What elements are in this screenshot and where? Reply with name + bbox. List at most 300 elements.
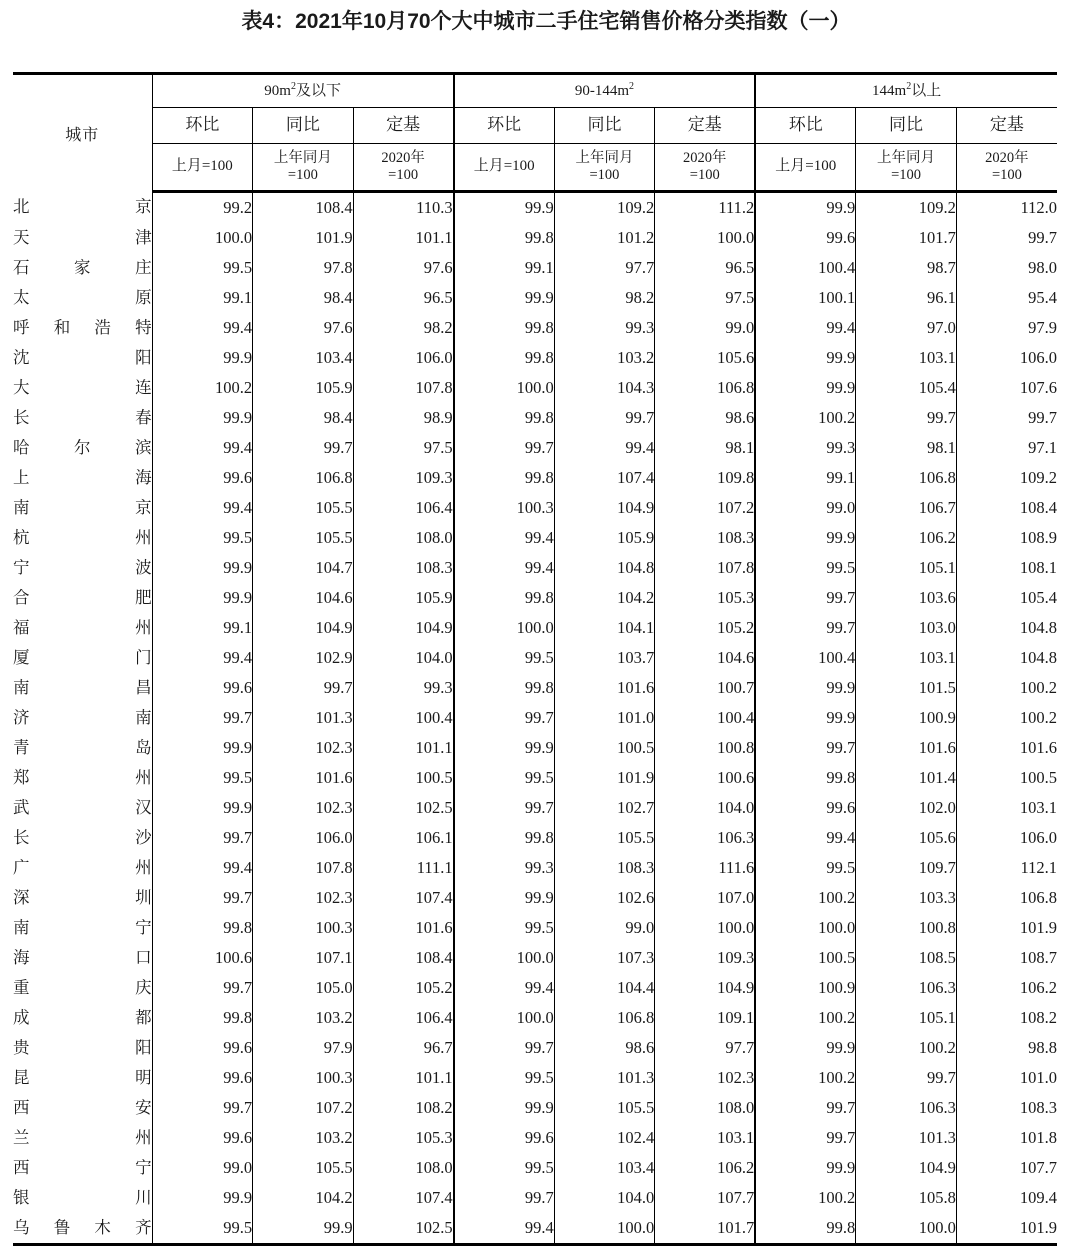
column-header-g2-m0: 环比	[755, 108, 856, 144]
city-name-cell	[13, 1123, 152, 1153]
city-name: 宁波	[13, 559, 152, 577]
table-row	[13, 253, 1057, 283]
index-value-cell: 99.8	[755, 763, 856, 793]
city-name-cell	[13, 553, 152, 583]
index-value-cell: 98.9	[353, 403, 454, 433]
index-value-cell: 109.3	[655, 943, 756, 973]
index-value-cell: 99.8	[152, 913, 253, 943]
base-g1-m2-line2: =100	[689, 167, 720, 183]
index-table-container	[13, 72, 1057, 1246]
group-2-suffix: 以上	[911, 82, 942, 99]
index-value-cell: 99.9	[755, 703, 856, 733]
index-value-cell: 99.7	[956, 223, 1057, 253]
index-value-cell: 108.0	[353, 523, 454, 553]
index-value-cell: 99.0	[755, 493, 856, 523]
city-name: 西宁	[13, 1159, 152, 1177]
table-row	[13, 403, 1057, 433]
header-row-bases	[13, 144, 1057, 192]
index-value-cell: 99.7	[755, 1123, 856, 1153]
city-name: 长沙	[13, 829, 152, 847]
index-value-cell: 106.2	[956, 973, 1057, 1003]
index-value-cell: 100.0	[755, 913, 856, 943]
index-value-cell: 97.5	[655, 283, 756, 313]
index-value-cell: 103.1	[655, 1123, 756, 1153]
index-value-cell: 100.8	[856, 913, 957, 943]
index-value-cell: 96.7	[353, 1033, 454, 1063]
index-value-cell: 103.1	[856, 643, 957, 673]
index-value-cell: 99.9	[152, 733, 253, 763]
index-value-cell: 100.1	[755, 283, 856, 313]
index-value-cell: 100.3	[253, 913, 354, 943]
column-group-header-2	[755, 74, 1057, 108]
table-row	[13, 433, 1057, 463]
city-name: 深圳	[13, 889, 152, 907]
index-value-cell: 103.3	[856, 883, 957, 913]
city-name: 长春	[13, 409, 152, 427]
table-row	[13, 613, 1057, 643]
index-value-cell: 102.5	[353, 793, 454, 823]
city-name-cell	[13, 403, 152, 433]
index-value-cell: 104.8	[956, 643, 1057, 673]
index-value-cell: 99.5	[755, 553, 856, 583]
index-value-cell: 102.6	[554, 883, 655, 913]
column-header-g0-m1: 同比	[253, 108, 354, 144]
city-name-cell	[13, 823, 152, 853]
city-name-cell	[13, 943, 152, 973]
header-row-measures	[13, 108, 1057, 144]
table-row	[13, 1093, 1057, 1123]
index-value-cell: 102.3	[253, 793, 354, 823]
index-value-cell: 98.8	[956, 1033, 1057, 1063]
index-value-cell: 99.0	[554, 913, 655, 943]
index-value-cell: 109.7	[856, 853, 957, 883]
index-value-cell: 100.2	[956, 703, 1057, 733]
city-name: 广州	[13, 859, 152, 877]
index-value-cell: 106.0	[353, 343, 454, 373]
index-value-cell: 108.3	[554, 853, 655, 883]
index-value-cell: 100.4	[755, 643, 856, 673]
index-value-cell: 106.3	[856, 973, 957, 1003]
index-value-cell: 100.2	[956, 673, 1057, 703]
index-value-cell: 99.4	[755, 313, 856, 343]
index-value-cell: 107.4	[353, 883, 454, 913]
index-value-cell: 111.2	[655, 192, 756, 224]
table-row	[13, 463, 1057, 493]
index-value-cell: 103.7	[554, 643, 655, 673]
city-name-cell	[13, 433, 152, 463]
index-value-cell: 100.2	[755, 1063, 856, 1093]
index-value-cell: 107.4	[353, 1183, 454, 1213]
city-name: 呼和浩特	[13, 319, 152, 337]
index-value-cell: 108.3	[353, 553, 454, 583]
index-value-cell: 105.8	[856, 1183, 957, 1213]
index-value-cell: 101.1	[353, 733, 454, 763]
index-value-cell: 99.5	[454, 643, 555, 673]
index-value-cell: 105.5	[253, 493, 354, 523]
city-name: 昆明	[13, 1069, 152, 1087]
city-name-cell	[13, 343, 152, 373]
index-value-cell: 101.0	[956, 1063, 1057, 1093]
index-value-cell: 100.8	[655, 733, 756, 763]
city-name: 贵阳	[13, 1039, 152, 1057]
index-value-cell: 99.7	[152, 823, 253, 853]
index-value-cell: 99.6	[755, 793, 856, 823]
index-value-cell: 105.6	[856, 823, 957, 853]
index-value-cell: 100.4	[755, 253, 856, 283]
index-value-cell: 97.6	[353, 253, 454, 283]
index-value-cell: 99.7	[554, 403, 655, 433]
city-name: 合肥	[13, 589, 152, 607]
column-header-g1-m2: 定基	[655, 108, 756, 144]
index-value-cell: 109.4	[956, 1183, 1057, 1213]
index-value-cell: 99.9	[454, 283, 555, 313]
table-row	[13, 793, 1057, 823]
index-value-cell: 105.1	[856, 1003, 957, 1033]
group-2-prefix: 144m	[872, 82, 907, 99]
index-value-cell: 99.5	[454, 1153, 555, 1183]
index-value-cell: 110.3	[353, 192, 454, 224]
index-value-cell: 103.4	[554, 1153, 655, 1183]
column-base-g1-m2	[655, 144, 756, 192]
city-name-cell	[13, 1033, 152, 1063]
column-header-g0-m2: 定基	[353, 108, 454, 144]
index-value-cell: 105.5	[253, 1153, 354, 1183]
index-value-cell: 109.2	[856, 192, 957, 224]
table-row	[13, 913, 1057, 943]
index-value-cell: 108.3	[956, 1093, 1057, 1123]
base-g2-m0-line1: 上月=100	[775, 158, 837, 175]
index-value-cell: 104.2	[253, 1183, 354, 1213]
index-value-cell: 111.6	[655, 853, 756, 883]
index-value-cell: 101.3	[856, 1123, 957, 1153]
index-value-cell: 106.8	[253, 463, 354, 493]
index-value-cell: 99.5	[454, 763, 555, 793]
index-value-cell: 97.9	[956, 313, 1057, 343]
index-value-cell: 109.8	[655, 463, 756, 493]
group-0-sup: 2	[290, 80, 296, 92]
index-value-cell: 101.3	[554, 1063, 655, 1093]
city-name: 哈尔滨	[13, 439, 152, 457]
table-row	[13, 1063, 1057, 1093]
index-value-cell: 105.9	[253, 373, 354, 403]
city-name: 沈阳	[13, 349, 152, 367]
index-value-cell: 99.7	[856, 403, 957, 433]
index-value-cell: 101.9	[956, 1213, 1057, 1245]
index-value-cell: 104.9	[655, 973, 756, 1003]
base-g0-m1-line2: =100	[287, 167, 318, 183]
index-value-cell: 106.2	[856, 523, 957, 553]
city-name-cell	[13, 523, 152, 553]
index-value-cell: 99.5	[454, 1063, 555, 1093]
base-g2-m2-line1: 2020年	[985, 149, 1029, 166]
base-g1-m2-line1: 2020年	[682, 149, 727, 166]
index-value-cell: 108.4	[353, 943, 454, 973]
index-value-cell: 104.8	[956, 613, 1057, 643]
index-value-cell: 97.9	[253, 1033, 354, 1063]
city-name-cell	[13, 313, 152, 343]
index-value-cell: 99.9	[454, 192, 555, 224]
index-value-cell: 99.4	[454, 523, 555, 553]
index-value-cell: 99.9	[755, 192, 856, 224]
index-value-cell: 106.0	[956, 343, 1057, 373]
index-value-cell: 103.1	[856, 343, 957, 373]
index-value-cell: 100.4	[655, 703, 756, 733]
index-value-cell: 103.2	[253, 1123, 354, 1153]
index-value-cell: 99.6	[152, 1033, 253, 1063]
index-value-cell: 97.7	[554, 253, 655, 283]
table-row	[13, 733, 1057, 763]
index-value-cell: 109.2	[554, 192, 655, 224]
column-group-header-0	[152, 74, 454, 108]
index-value-cell: 99.9	[152, 583, 253, 613]
index-value-cell: 103.6	[856, 583, 957, 613]
index-value-cell: 109.1	[655, 1003, 756, 1033]
index-value-cell: 99.7	[454, 793, 555, 823]
index-value-cell: 99.4	[152, 313, 253, 343]
index-value-cell: 100.0	[454, 1003, 555, 1033]
base-g2-m1-line2: =100	[891, 167, 922, 183]
index-value-cell: 99.8	[755, 1213, 856, 1245]
index-value-cell: 100.5	[554, 733, 655, 763]
index-value-cell: 99.0	[152, 1153, 253, 1183]
index-value-cell: 103.1	[956, 793, 1057, 823]
index-value-cell: 97.6	[253, 313, 354, 343]
index-value-cell: 105.5	[554, 823, 655, 853]
index-value-cell: 99.4	[454, 553, 555, 583]
column-base-g0-m2	[353, 144, 454, 192]
index-value-cell: 100.0	[454, 613, 555, 643]
index-value-cell: 99.5	[454, 913, 555, 943]
index-value-cell: 101.8	[956, 1123, 1057, 1153]
index-value-cell: 99.8	[454, 403, 555, 433]
index-value-cell: 98.1	[856, 433, 957, 463]
index-value-cell: 107.8	[253, 853, 354, 883]
index-value-cell: 107.7	[956, 1153, 1057, 1183]
city-name-cell	[13, 373, 152, 403]
index-value-cell: 99.9	[152, 793, 253, 823]
index-value-cell: 101.3	[253, 703, 354, 733]
index-value-cell: 105.4	[956, 583, 1057, 613]
index-value-cell: 100.2	[755, 883, 856, 913]
index-value-cell: 100.6	[152, 943, 253, 973]
index-value-cell: 104.7	[253, 553, 354, 583]
column-base-g1-m0	[454, 144, 555, 192]
index-value-cell: 99.6	[755, 223, 856, 253]
table-row	[13, 853, 1057, 883]
table-row	[13, 223, 1057, 253]
city-name: 重庆	[13, 979, 152, 997]
city-name: 天津	[13, 229, 152, 247]
index-value-cell: 98.6	[554, 1033, 655, 1063]
index-value-cell: 105.5	[253, 523, 354, 553]
index-value-cell: 100.0	[454, 943, 555, 973]
group-1-prefix: 90-144m	[574, 82, 630, 99]
table-row	[13, 883, 1057, 913]
city-name-cell	[13, 1153, 152, 1183]
index-value-cell: 100.0	[152, 223, 253, 253]
city-name: 福州	[13, 619, 152, 637]
column-base-g1-m1	[554, 144, 655, 192]
index-value-cell: 95.4	[956, 283, 1057, 313]
index-value-cell: 101.9	[956, 913, 1057, 943]
index-value-cell: 99.9	[152, 553, 253, 583]
index-value-cell: 106.8	[554, 1003, 655, 1033]
city-name-cell	[13, 883, 152, 913]
index-value-cell: 98.6	[655, 403, 756, 433]
index-value-cell: 100.0	[454, 373, 555, 403]
city-name-cell	[13, 703, 152, 733]
column-base-g2-m1	[856, 144, 957, 192]
index-value-cell: 99.7	[454, 1183, 555, 1213]
index-value-cell: 104.9	[856, 1153, 957, 1183]
index-value-cell: 107.2	[253, 1093, 354, 1123]
city-name: 西安	[13, 1099, 152, 1117]
index-value-cell: 107.2	[655, 493, 756, 523]
city-name: 南京	[13, 499, 152, 517]
index-value-cell: 99.1	[152, 613, 253, 643]
index-value-cell: 112.1	[956, 853, 1057, 883]
index-value-cell: 104.8	[554, 553, 655, 583]
index-value-cell: 99.6	[152, 673, 253, 703]
table-row	[13, 343, 1057, 373]
index-value-cell: 99.9	[755, 673, 856, 703]
index-value-cell: 99.7	[856, 1063, 957, 1093]
city-name-cell	[13, 1213, 152, 1245]
index-value-cell: 99.7	[454, 433, 555, 463]
index-value-cell: 106.4	[353, 1003, 454, 1033]
index-value-cell: 99.7	[253, 433, 354, 463]
base-g0-m0-line1: 上月=100	[171, 158, 233, 175]
city-name: 郑州	[13, 769, 152, 787]
column-base-g0-m1	[253, 144, 354, 192]
index-value-cell: 99.4	[454, 973, 555, 1003]
index-value-cell: 99.3	[554, 313, 655, 343]
city-name: 南昌	[13, 679, 152, 697]
index-value-cell: 102.4	[554, 1123, 655, 1153]
table-row	[13, 973, 1057, 1003]
index-value-cell: 98.1	[655, 433, 756, 463]
index-value-cell: 101.5	[856, 673, 957, 703]
index-value-cell: 100.0	[655, 223, 756, 253]
index-value-cell: 100.2	[755, 1003, 856, 1033]
city-name: 兰州	[13, 1129, 152, 1147]
index-value-cell: 105.9	[554, 523, 655, 553]
index-value-cell: 101.6	[856, 733, 957, 763]
index-value-cell: 100.0	[856, 1213, 957, 1245]
index-value-cell: 99.4	[152, 433, 253, 463]
base-g1-m1-line2: =100	[589, 167, 620, 183]
group-0-prefix: 90m	[264, 82, 291, 99]
index-value-cell: 100.3	[454, 493, 555, 523]
index-value-cell: 108.9	[956, 523, 1057, 553]
index-value-cell: 104.6	[253, 583, 354, 613]
index-value-cell: 99.5	[152, 253, 253, 283]
city-name: 乌鲁木齐	[13, 1219, 152, 1237]
index-value-cell: 101.9	[253, 223, 354, 253]
base-g2-m1-line1: 上年同月	[877, 149, 936, 166]
index-value-cell: 104.3	[554, 373, 655, 403]
table-row	[13, 763, 1057, 793]
index-value-cell: 104.1	[554, 613, 655, 643]
table-head	[13, 74, 1057, 192]
index-value-cell: 99.9	[755, 373, 856, 403]
table-row	[13, 283, 1057, 313]
table-row	[13, 523, 1057, 553]
index-value-cell: 99.8	[454, 463, 555, 493]
index-value-cell: 100.2	[152, 373, 253, 403]
base-g0-m1-line1: 上年同月	[273, 149, 332, 166]
city-name-cell	[13, 1093, 152, 1123]
index-value-cell: 96.1	[856, 283, 957, 313]
index-value-cell: 106.0	[956, 823, 1057, 853]
index-value-cell: 99.3	[755, 433, 856, 463]
index-value-cell: 101.1	[353, 1063, 454, 1093]
index-value-cell: 107.1	[253, 943, 354, 973]
index-value-cell: 105.3	[353, 1123, 454, 1153]
index-value-cell: 99.4	[454, 1213, 555, 1245]
index-value-cell: 109.2	[956, 463, 1057, 493]
index-value-cell: 97.7	[655, 1033, 756, 1063]
city-name-cell	[13, 643, 152, 673]
price-index-table	[13, 72, 1057, 1246]
index-value-cell: 104.9	[253, 613, 354, 643]
city-name: 济南	[13, 709, 152, 727]
index-value-cell: 100.7	[655, 673, 756, 703]
index-value-cell: 100.4	[353, 703, 454, 733]
index-value-cell: 98.4	[253, 283, 354, 313]
index-value-cell: 108.1	[956, 553, 1057, 583]
table-row	[13, 1153, 1057, 1183]
table-row	[13, 1213, 1057, 1245]
index-value-cell: 100.0	[655, 913, 756, 943]
city-name-cell	[13, 613, 152, 643]
column-base-g2-m2	[956, 144, 1057, 192]
index-value-cell: 108.2	[956, 1003, 1057, 1033]
index-value-cell: 106.4	[353, 493, 454, 523]
city-name-cell	[13, 1063, 152, 1093]
index-value-cell: 100.5	[956, 763, 1057, 793]
index-value-cell: 99.4	[554, 433, 655, 463]
column-header-g0-m0: 环比	[152, 108, 253, 144]
header-row-groups	[13, 74, 1057, 108]
index-value-cell: 106.2	[655, 1153, 756, 1183]
index-value-cell: 99.6	[152, 463, 253, 493]
index-value-cell: 99.7	[253, 673, 354, 703]
index-value-cell: 106.3	[856, 1093, 957, 1123]
index-value-cell: 99.7	[755, 733, 856, 763]
index-value-cell: 101.9	[554, 763, 655, 793]
city-name: 杭州	[13, 529, 152, 547]
index-value-cell: 105.2	[655, 613, 756, 643]
index-value-cell: 101.6	[353, 913, 454, 943]
index-value-cell: 99.0	[655, 313, 756, 343]
city-name: 成都	[13, 1009, 152, 1027]
city-name: 南宁	[13, 919, 152, 937]
index-value-cell: 98.2	[554, 283, 655, 313]
index-value-cell: 99.8	[454, 343, 555, 373]
index-value-cell: 111.1	[353, 853, 454, 883]
city-name-cell	[13, 733, 152, 763]
index-value-cell: 106.0	[253, 823, 354, 853]
index-value-cell: 100.6	[655, 763, 756, 793]
index-value-cell: 108.7	[956, 943, 1057, 973]
city-name-cell	[13, 1183, 152, 1213]
index-value-cell: 98.4	[253, 403, 354, 433]
index-value-cell: 106.3	[655, 823, 756, 853]
index-value-cell: 108.0	[353, 1153, 454, 1183]
index-value-cell: 107.4	[554, 463, 655, 493]
page-title: 表4：2021年10月70个大中城市二手住宅销售价格分类指数（一）	[241, 10, 851, 33]
